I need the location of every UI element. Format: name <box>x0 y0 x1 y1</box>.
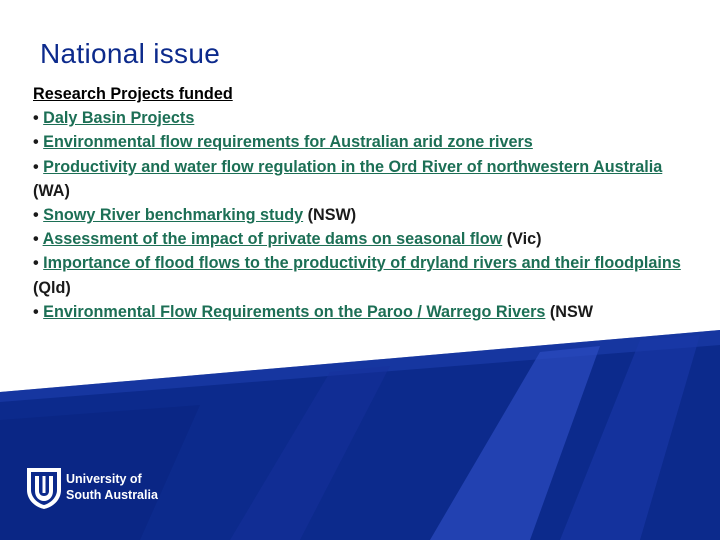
bullet: • <box>33 157 44 176</box>
bullet: • <box>33 206 44 225</box>
section-heading: Research Projects funded <box>33 85 233 103</box>
project-link[interactable]: Assessment of the impact of private dams on seasonal flow <box>42 230 503 249</box>
bullet: • <box>33 254 44 273</box>
slide-content <box>33 82 693 324</box>
project-link[interactable]: Productivity and water flow regulation in the Ord River of northwestern Australia <box>43 157 663 176</box>
list-item <box>33 106 693 130</box>
region-label: (NSW <box>545 302 594 321</box>
region-label: (Qld) <box>33 278 71 297</box>
project-link[interactable]: Importance of flood flows to the productivity of dryland rivers and their floodplains <box>43 254 681 273</box>
list-item <box>33 203 693 227</box>
bullet: • <box>33 230 43 249</box>
list-item <box>33 251 693 299</box>
university-name-line1: University of <box>66 472 142 486</box>
project-link[interactable]: Environmental Flow Requirements on the Paroo / Warrego Rivers <box>43 302 546 321</box>
region-label: (NSW) <box>303 206 357 225</box>
unisa-shield-icon <box>24 466 64 510</box>
list-item <box>33 155 693 203</box>
list-item <box>33 130 693 154</box>
slide-title: National issue <box>40 38 221 69</box>
bullet: • <box>33 133 44 152</box>
project-link[interactable]: Environmental flow requirements for Australian arid zone rivers <box>43 133 533 152</box>
region-label: (Vic) <box>502 230 542 249</box>
university-name-line2: South Australia <box>66 488 158 502</box>
project-link[interactable]: Daly Basin Projects <box>43 109 195 128</box>
list-item <box>33 227 693 251</box>
bullet: • <box>33 109 44 128</box>
list-item <box>33 300 693 324</box>
bullet: • <box>33 302 44 321</box>
region-label: (WA) <box>33 181 70 200</box>
university-name <box>66 471 158 503</box>
project-link[interactable]: Snowy River benchmarking study <box>43 206 304 225</box>
